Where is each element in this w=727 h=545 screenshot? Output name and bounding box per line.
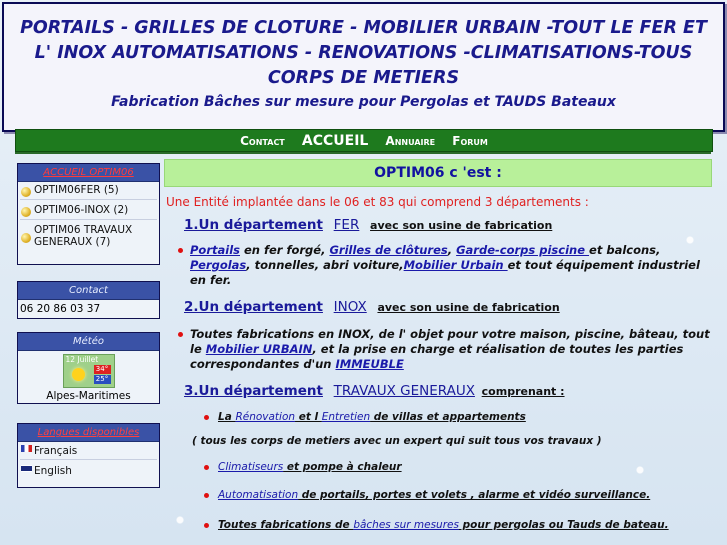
- travaux-item-automatisation: Automatisation de portails, portes et volets , alarme et vidéo surveillance.: [164, 489, 712, 501]
- sidebar-menu-header[interactable]: ACCUEIL OPTIM06: [18, 164, 159, 182]
- travaux-item-climatiseurs: Climatiseurs et pompe à chaleur: [164, 461, 712, 473]
- dept-inox-link[interactable]: INOX: [333, 299, 367, 315]
- dept-travaux-heading: 3.Un département TRAVAUX GENERAUX comprenant :: [184, 383, 565, 399]
- sidebar-menu-box: [17, 163, 160, 265]
- nav-annuaire[interactable]: Annuaire: [385, 134, 436, 148]
- language-label: English: [34, 465, 72, 477]
- sun-icon: [72, 368, 85, 381]
- language-english[interactable]: [18, 460, 159, 479]
- content-intro: Une Entité implantée dans le 06 et 83 qui comprend 3 départements :: [166, 195, 589, 209]
- dept-inox-heading: 2.Un département INOX avec son usine de fabrication: [184, 299, 560, 315]
- content-title: OPTIM06 c 'est :: [164, 159, 712, 187]
- dept-fer-link[interactable]: FER: [333, 217, 360, 233]
- sidebar-item-label: OPTIM06-INOX (2): [34, 204, 129, 216]
- nav-accueil[interactable]: ACCUEIL: [301, 133, 369, 149]
- sidebar-contact-box: [17, 281, 160, 319]
- link-climatiseurs[interactable]: Climatiseurs: [218, 461, 284, 473]
- site-title: PORTAILS - GRILLES DE CLOTURE - MOBILIER URBAIN -TOUT LE FER ET L' INOX AUTOMATISATIONS - RENOVATIONS -CLIMATISATIONS-TOUS CORPS DE METIERS: [20, 18, 707, 88]
- link-grilles[interactable]: Grilles de clôtures: [329, 243, 448, 257]
- language-label: Français: [34, 445, 78, 457]
- site-subtitle: Fabrication Bâches sur mesure pour Pergolas et TAUDS Bateaux: [111, 94, 616, 110]
- site-header: [2, 2, 725, 132]
- meteo-temp-min: 25°: [94, 375, 111, 384]
- link-mobilier-urbain-inox[interactable]: Mobilier URBAIN: [205, 342, 313, 356]
- dept-travaux-link[interactable]: TRAVAUX GENERAUX: [333, 383, 475, 399]
- meteo-temp-max: 34°: [94, 365, 111, 374]
- contact-header: Contact: [18, 282, 159, 300]
- sidebar-item-optim06-inox[interactable]: [18, 200, 159, 219]
- nav-divider: [15, 152, 711, 154]
- meteo-widget: [63, 354, 115, 388]
- link-mobilier-urbain[interactable]: Mobilier Urbain: [403, 258, 508, 272]
- sidebar-langues-box: [17, 423, 160, 488]
- sidebar-item-label: OPTIM06FER (5): [34, 184, 119, 196]
- top-navigation: [15, 129, 713, 152]
- link-renovation[interactable]: Rénovation: [235, 411, 296, 423]
- link-entretien[interactable]: Entretien: [321, 411, 371, 423]
- travaux-item-baches: Toutes fabrications de bâches sur mesures pour pergolas ou Tauds de bateau.: [164, 519, 712, 531]
- contact-phone: 06 20 86 03 37: [20, 303, 101, 315]
- dept-inox-description: Toutes fabrications en INOX, de l' objet pour votre maison, piscine, bâteau, tout le Mobilier URBAIN, et la prise en charge et réalisation de toutes les parties correspondantes d'un IMMEUBLE: [164, 327, 712, 372]
- sidebar-item-optim06fer[interactable]: [18, 182, 159, 199]
- travaux-note: ( tous les corps de metiers avec un expert qui suit tous vos travaux ): [192, 435, 602, 447]
- uk-flag-icon: [21, 465, 32, 472]
- travaux-item-renovation: La Rénovation et l Entretien de villas et appartements: [164, 411, 712, 423]
- meteo-date: 12 Juillet: [65, 355, 99, 364]
- bullet-icon: [21, 187, 31, 197]
- sidebar-meteo-box: [17, 332, 160, 404]
- bullet-icon: [21, 207, 31, 217]
- langues-header: Langues disponibles: [18, 424, 159, 442]
- dept-fer-description: Portails en fer forgé, Grilles de clôtures, Garde-corps piscine et balcons, Pergolas, tonnelles, abri voiture,Mobilier Urbain et tout équipement industriel en fer.: [164, 243, 712, 288]
- link-portails[interactable]: Portails: [190, 243, 240, 257]
- sidebar-item-optim06-travaux[interactable]: [18, 220, 159, 250]
- bullet-icon: [21, 233, 31, 243]
- link-immeuble[interactable]: IMMEUBLE: [335, 357, 404, 371]
- french-flag-icon: [21, 445, 32, 452]
- meteo-location: Alpes-Maritimes: [46, 390, 131, 402]
- meteo-header: Météo: [18, 333, 159, 351]
- sidebar-item-label: OPTIM06 TRAVAUX GENERAUX (7): [34, 224, 133, 248]
- link-automatisation[interactable]: Automatisation: [218, 489, 299, 501]
- link-baches[interactable]: bâches sur mesures: [353, 519, 459, 531]
- link-pergolas[interactable]: Pergolas: [190, 258, 247, 272]
- nav-contact[interactable]: Contact: [240, 134, 285, 148]
- link-garde-corps[interactable]: Garde-corps piscine: [456, 243, 590, 257]
- nav-forum[interactable]: Forum: [452, 134, 488, 148]
- language-french[interactable]: [18, 442, 159, 459]
- dept-fer-heading: 1.Un département FER avec son usine de fabrication: [184, 217, 553, 233]
- main-content: [164, 159, 712, 531]
